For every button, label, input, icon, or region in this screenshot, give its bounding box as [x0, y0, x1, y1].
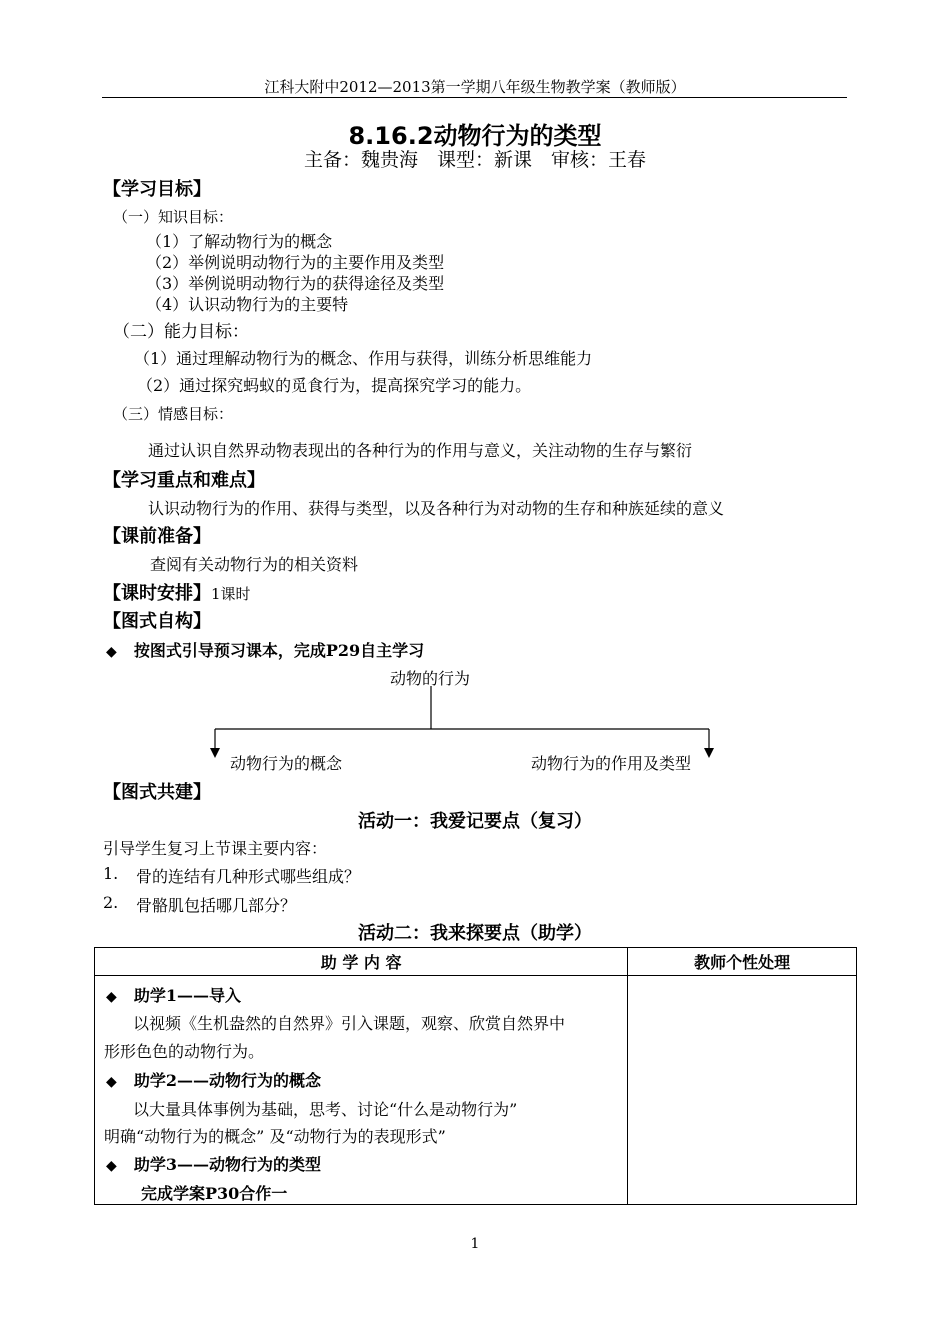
help3-line1: 完成学案P30合作一 — [141, 1184, 288, 1203]
page-number: 1 — [470, 1236, 480, 1252]
diagram-right-label: 动物行为的作用及类型 — [531, 754, 692, 773]
diagram-connectors — [205, 680, 730, 760]
prep-heading: 【课前准备】 — [103, 526, 211, 547]
help2-title: 助学2——动物行为的概念 — [133, 1071, 322, 1090]
knowledge-item-3: （3）举例说明动物行为的获得途径及类型 — [146, 274, 445, 293]
goals-heading: 【学习目标】 — [103, 179, 211, 200]
emotion-goals-title: （三）情感目标： — [113, 405, 234, 423]
activity1-title: 活动一：我爱记要点（复习） — [358, 811, 592, 832]
help2-title-line — [106, 1068, 321, 1091]
schedule-line — [103, 579, 251, 605]
help1-title: 助学1——导入 — [133, 986, 242, 1005]
diagram-root-label: 动物的行为 — [390, 669, 471, 688]
keypoints-text: 认识动物行为的作用、获得与类型，以及各种行为对动物的生存和种族延续的意义 — [148, 499, 725, 518]
selfbuild-instruction: 按图式引导预习课本，完成P29自主学习 — [133, 641, 425, 660]
keypoints-heading: 【学习重点和难点】 — [103, 470, 265, 491]
item-text: 骨骼肌包括哪几部分？ — [136, 896, 297, 915]
page-header: 江科大附中2012—2013第一学期八年级生物教学案（教师版） — [264, 78, 686, 96]
help3-title-line — [106, 1152, 321, 1175]
page-title: 8.16.2动物行为的类型 — [348, 122, 602, 150]
arrow-down-icon — [210, 748, 220, 758]
ability-goals-title: （二）能力目标： — [113, 322, 249, 342]
help1-title-line — [106, 983, 241, 1006]
prep-text: 查阅有关动物行为的相关资料 — [150, 555, 359, 574]
help-table — [94, 947, 857, 1205]
help-content-cell — [95, 976, 628, 1205]
activity1-item-2 — [103, 893, 297, 915]
emotion-text: 通过认识自然界动物表现出的各种行为的作用与意义，关注动物的生存与繁衍 — [148, 441, 693, 460]
diamond-bullet-icon: ◆ — [106, 989, 117, 1005]
knowledge-item-4: （4）认识动物行为的主要特 — [146, 295, 349, 314]
item-number: 2. — [103, 893, 119, 912]
selfbuild-heading: 【图式自构】 — [103, 611, 211, 632]
item-number: 1. — [103, 864, 119, 883]
ability-item-1: （1）通过理解动物行为的概念、作用与获得，训练分析思维能力 — [134, 349, 593, 368]
diagram-left-label: 动物行为的概念 — [230, 754, 343, 773]
arrow-down-icon — [704, 748, 714, 758]
knowledge-goals-title: （一）知识目标： — [113, 208, 234, 226]
help1-line1: 以视频《生机盎然的自然界》引入课题，观察、欣赏自然界中 — [133, 1014, 566, 1033]
diamond-bullet-icon: ◆ — [106, 1074, 117, 1090]
knowledge-item-2: （2）举例说明动物行为的主要作用及类型 — [146, 253, 445, 272]
help3-title: 助学3——动物行为的类型 — [133, 1155, 322, 1174]
schedule-heading: 【课时安排】 — [103, 583, 211, 604]
activity1-item-1 — [103, 864, 361, 886]
col-header-teacher: 教师个性处理 — [628, 948, 857, 976]
help2-line1: 以大量具体事例为基础，思考、讨论“什么是动物行为” — [133, 1100, 518, 1119]
help2-line2: 明确“动物行为的概念” 及“动物行为的表现形式” — [104, 1127, 446, 1146]
teacher-notes-cell[interactable] — [628, 976, 857, 1205]
ability-item-2: （2）通过探究蚂蚁的觅食行为，提高探究学习的能力。 — [137, 376, 532, 395]
col-header-content: 助 学 内 容 — [95, 948, 628, 976]
item-text: 骨的连结有几种形式哪些组成？ — [136, 867, 361, 886]
cobuild-heading: 【图式共建】 — [103, 782, 211, 803]
authors-line: 主备：魏贵海 课型：新课 审核：王春 — [303, 149, 646, 171]
activity2-title: 活动二：我来探要点（助学） — [358, 923, 592, 944]
knowledge-item-1: （1）了解动物行为的概念 — [146, 232, 333, 251]
selfbuild-instruction-line — [106, 638, 424, 661]
activity1-intro: 引导学生复习上节课主要内容： — [103, 839, 328, 858]
schedule-text: 1课时 — [211, 585, 251, 603]
diamond-bullet-icon: ◆ — [106, 644, 117, 660]
help1-line2: 形形色色的动物行为。 — [104, 1042, 265, 1061]
diamond-bullet-icon: ◆ — [106, 1158, 117, 1174]
header-rule — [102, 97, 847, 98]
